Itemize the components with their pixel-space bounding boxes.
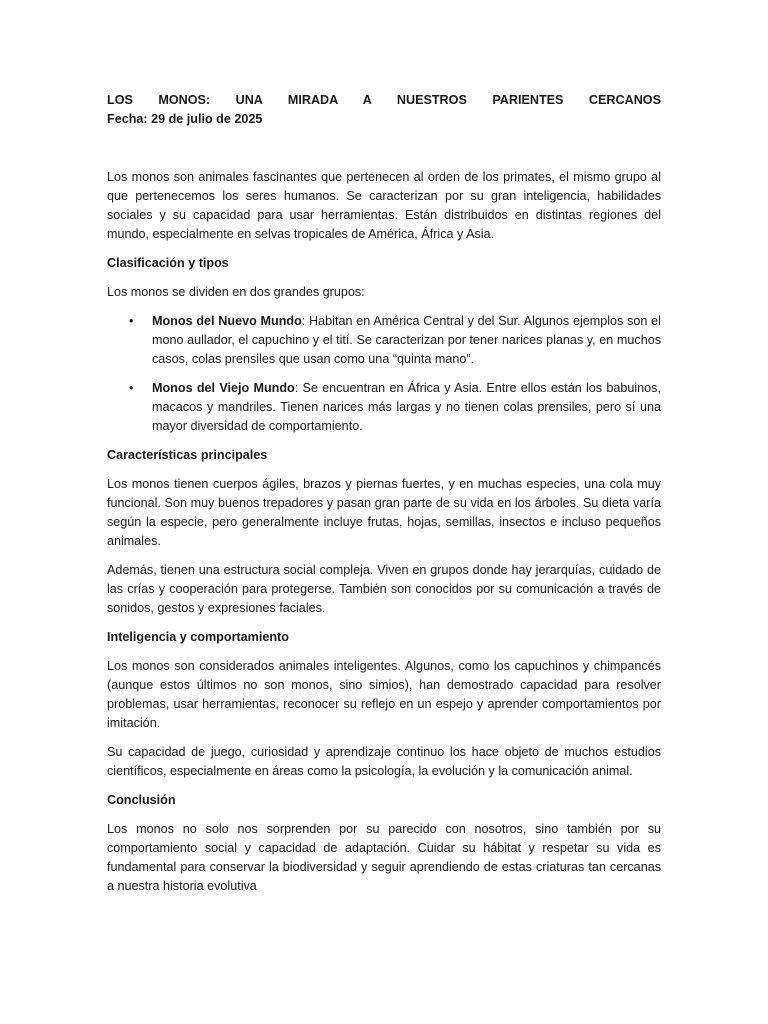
classification-list xyxy=(107,312,661,436)
section-heading-classification: Clasificación y tipos xyxy=(107,256,229,270)
section-heading-intelligence: Inteligencia y comportamiento xyxy=(107,630,289,644)
bullet-icon: • xyxy=(129,314,134,328)
section-heading-features: Características principales xyxy=(107,448,268,462)
bullet-icon: • xyxy=(129,381,134,395)
intro-paragraph: Los monos son animales fascinantes que pertenecen al orden de los primates, el mismo grupo al que pertenecemos los seres humanos. Se caracterizan por su gran inteligencia, habilidades sociales y su capacidad para usar herramientas. Están distribuidos en distintas regiones del mundo, especialmente en selvas tropicales de América, África y Asia. xyxy=(107,170,661,241)
list-item xyxy=(107,379,661,436)
intelligence-paragraph-2: Su capacidad de juego, curiosidad y aprendizaje continuo los hace objeto de muchos estudios científicos, especialmente en áreas como la psicología, la evolución y la comunicación animal. xyxy=(107,745,661,778)
intelligence-paragraph-1: Los monos son considerados animales inteligentes. Algunos, como los capuchinos y chimpancés (aunque estos últimos no son monos, sino simios), han demostrado capacidad para resolver problemas, usar herramientas, reconocer su reflejo en un espejo y aprender comportamientos por imitación. xyxy=(107,659,661,730)
list-item-term: Monos del Viejo Mundo xyxy=(152,381,295,395)
classification-lead: Los monos se dividen en dos grandes grupos: xyxy=(107,285,365,299)
features-paragraph-1: Los monos tienen cuerpos ágiles, brazos y piernas fuertes, y en muchas especies, una cola muy funcional. Son muy buenos trepadores y pasan gran parte de su vida en los árboles. Su dieta varía según la especie, pero generalmente incluye frutas, hojas, semillas, insectos e incluso pequeños animales. xyxy=(107,477,661,548)
list-item-text: : Se encuentran en África y Asia. Entre ellos están los babuinos, macacos y mandriles. Tienen narices más largas y no tienen colas prensiles, pero sí una mayor diversidad de comportamiento. xyxy=(152,381,661,433)
features-paragraph-2: Además, tienen una estructura social compleja. Viven en grupos donde hay jerarquías, cuidado de las crías y cooperación para protegerse. También son conocidos por su comunicación a través de sonidos, gestos y expresiones faciales. xyxy=(107,563,661,615)
list-item-text: : Habitan en América Central y del Sur. Algunos ejemplos son el mono aullador, el capuchino y el tití. Se caracterizan por tener narices planas y, en muchos casos, colas prensiles que usan como una “quinta mano”. xyxy=(152,314,661,366)
document-date: Fecha: 29 de julio de 2025 xyxy=(107,112,263,126)
section-heading-conclusion: Conclusión xyxy=(107,793,176,807)
list-item-term: Monos del Nuevo Mundo xyxy=(152,314,302,328)
document-title: LOS MONOS: UNA MIRADA A NUESTROS PARIENTES CERCANOS xyxy=(107,93,661,107)
conclusion-paragraph: Los monos no solo nos sorprenden por su parecido con nosotros, sino también por su comportamiento social y capacidad de adaptación. Cuidar su hábitat y respetar su vida es fundamental para conservar la biodiversidad y seguir aprendiendo de estas criaturas tan cercanas a nuestra historia evolutiva xyxy=(107,822,661,893)
list-item xyxy=(107,312,661,369)
